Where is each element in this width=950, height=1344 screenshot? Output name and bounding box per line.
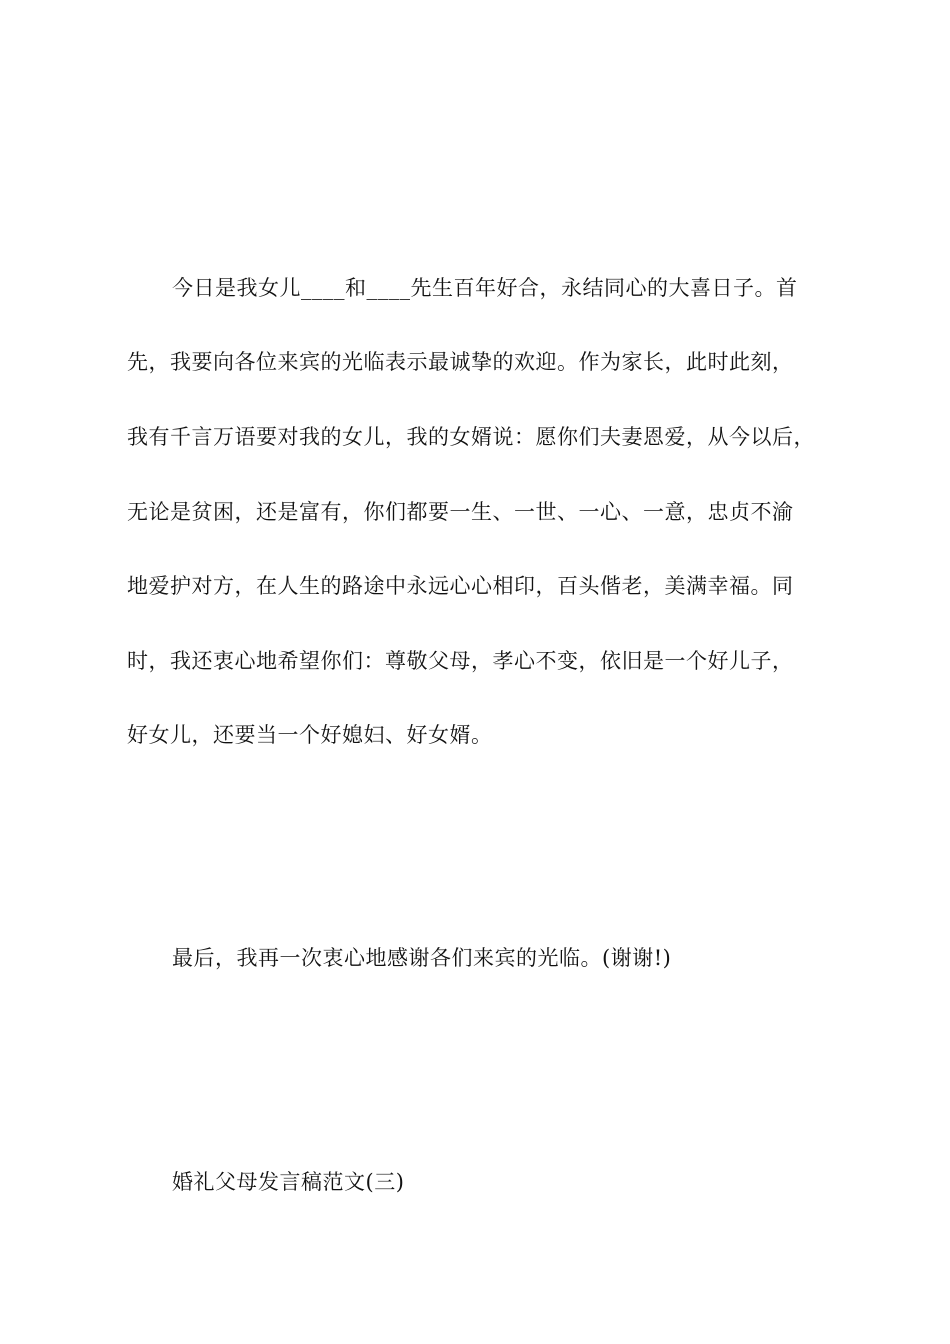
paragraph-1-line-4: 无论是贫困，还是富有，你们都要一生、一世、一心、一意，忠贞不渝 bbox=[127, 500, 794, 524]
paragraph-1-line-2: 先，我要向各位来宾的光临表示最诚挚的欢迎。作为家长，此时此刻， bbox=[127, 350, 794, 374]
paragraph-1-line-5: 地爱护对方，在人生的路途中永远心心相印，百头偕老，美满幸福。同 bbox=[127, 574, 794, 598]
section-heading: 婚礼父母发言稿范文(三) bbox=[172, 1170, 405, 1194]
paragraph-1-line-3: 我有千言万语要对我的女儿，我的女婿说：愿你们夫妻恩爱，从今以后， bbox=[127, 425, 815, 449]
paragraph-2: 最后，我再一次衷心地感谢各们来宾的光临。(谢谢!) bbox=[172, 946, 672, 970]
paragraph-1-line-7: 好女儿，还要当一个好媳妇、好女婿。 bbox=[127, 723, 493, 747]
paragraph-1-line-1: 今日是我女儿____和____先生百年好合，永结同心的大喜日子。首 bbox=[172, 276, 798, 300]
paragraph-1-line-6: 时，我还衷心地希望你们：尊敬父母，孝心不变，依旧是一个好儿子， bbox=[127, 649, 794, 673]
